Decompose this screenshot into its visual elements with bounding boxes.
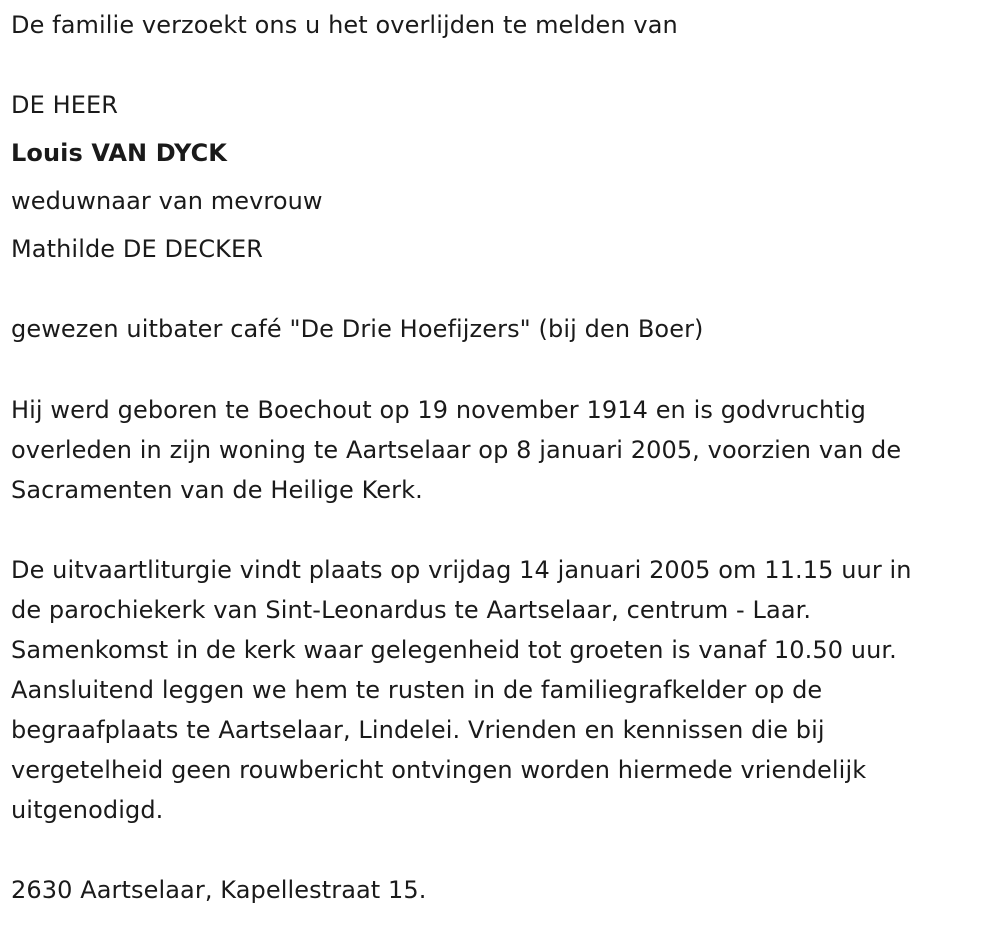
birth-paragraph-line: overleden in zijn woning te Aartselaar op 8 januari 2005, voorzien van de [11,436,902,464]
funeral-paragraph-line: uitgenodigd. [11,796,164,824]
intro-text: De familie verzoekt ons u het overlijden te melden van [11,11,678,39]
funeral-paragraph-line: de parochiekerk van Sint-Leonardus te Aartselaar, centrum - Laar. [11,596,812,624]
funeral-paragraph-line: vergetelheid geen rouwbericht ontvingen worden hiermede vriendelijk [11,756,867,784]
salutation: DE HEER [11,91,119,119]
funeral-paragraph-line: begraafplaats te Aartselaar, Lindelei. Vrienden en kennissen die bij [11,716,825,744]
funeral-paragraph-line: De uitvaartliturgie vindt plaats op vrijdag 14 januari 2005 om 11.15 uur in [11,556,912,584]
occupation-text: gewezen uitbater café "De Drie Hoefijzers" (bij den Boer) [11,315,704,343]
birth-paragraph-line: Sacramenten van de Heilige Kerk. [11,476,423,504]
funeral-paragraph-line: Samenkomst in de kerk waar gelegenheid tot groeten is vanaf 10.50 uur. [11,636,897,664]
spouse-name: Mathilde DE DECKER [11,235,264,263]
deceased-name: Louis VAN DYCK [11,139,228,167]
address-text: 2630 Aartselaar, Kapellestraat 15. [11,876,427,904]
birth-paragraph-line: Hij werd geboren te Boechout op 19 november 1914 en is godvruchtig [11,396,866,424]
funeral-paragraph-line: Aansluitend leggen we hem te rusten in de familiegrafkelder op de [11,676,823,704]
relation-text: weduwnaar van mevrouw [11,187,323,215]
